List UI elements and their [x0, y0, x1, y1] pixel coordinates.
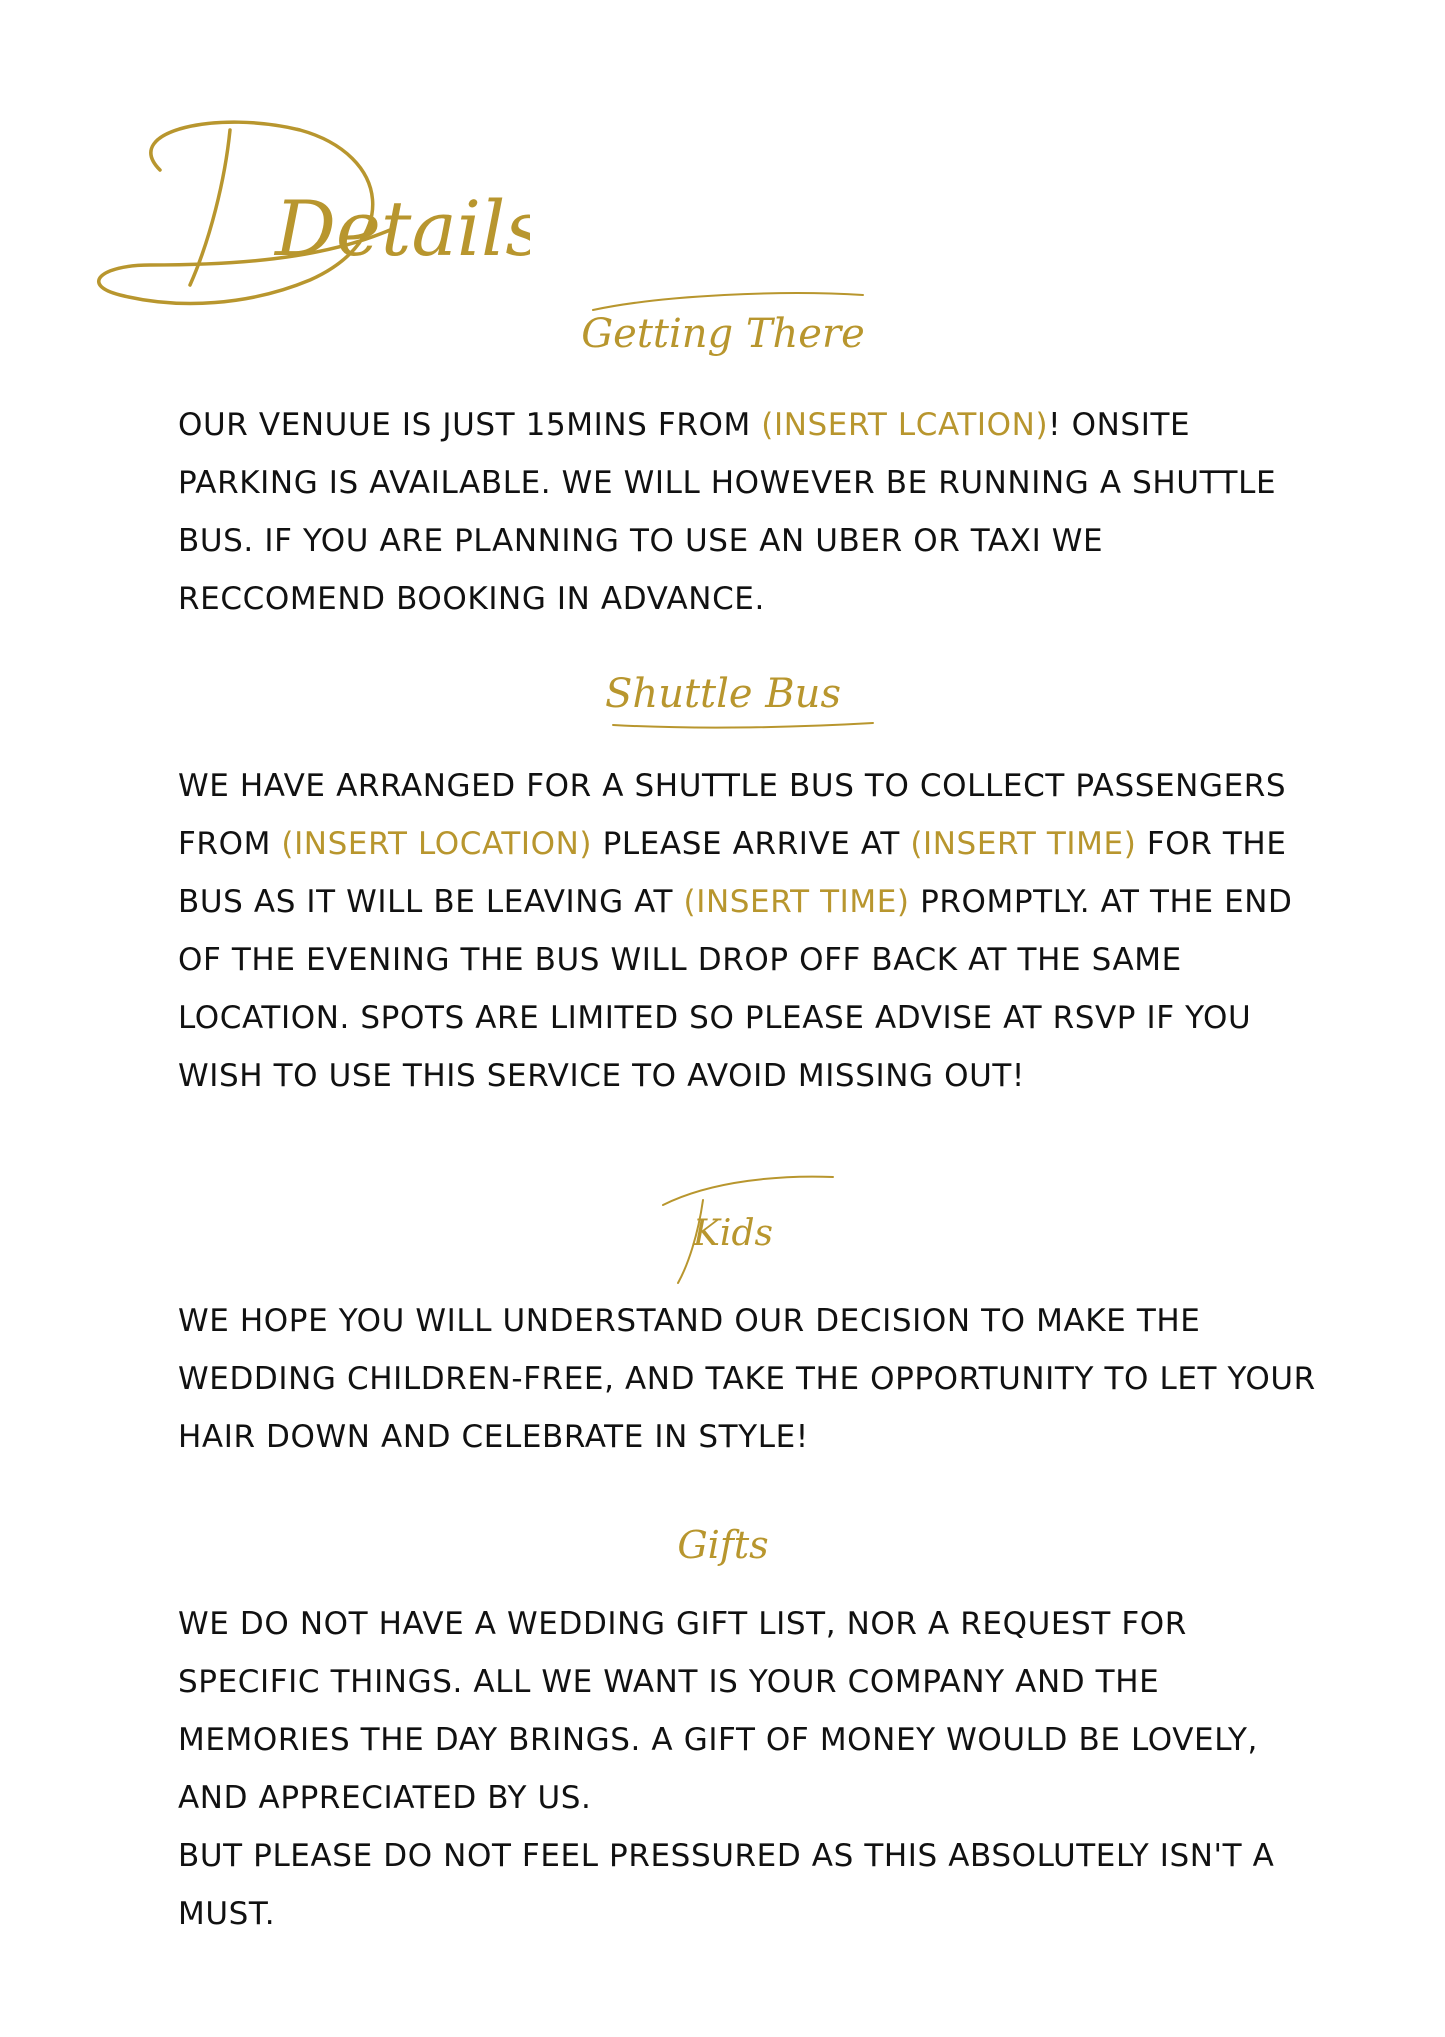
section-heading-gifts — [0, 1490, 1445, 1610]
paragraph-kids — [178, 1292, 1318, 1466]
section-heading-shuttle-bus — [0, 635, 1445, 755]
text: WE HAVE ARRANGED FOR A SHUTTLE BUS TO COLLECT PASSENGERS FROM — [178, 768, 1287, 862]
placeholder-time: (INSERT TIME) — [910, 826, 1137, 862]
text: OUR VENUUE IS JUST 15MINS FROM — [178, 407, 762, 443]
title-text: Details — [275, 184, 530, 273]
section-heading-kids — [0, 1165, 1445, 1285]
heading-flourish — [563, 275, 883, 385]
heading-text: Getting There — [580, 311, 865, 357]
placeholder-location: (INSERT LOCATION) — [281, 826, 593, 862]
heading-text: Kids — [692, 1213, 773, 1254]
placeholder-location: (INSERT LCATION) — [761, 407, 1049, 443]
text: PLEASE ARRIVE AT — [592, 826, 911, 862]
paragraph-getting-there — [178, 396, 1318, 628]
paragraph-shuttle-bus — [178, 757, 1318, 1105]
heading-flourish — [593, 1165, 853, 1295]
text: WE DO NOT HAVE A WEDDING GIFT LIST, NOR A REQUEST FOR SPECIFIC THINGS. ALL WE WANT IS YOUR COMPANY AND THE MEMORIES THE DAY BRINGS. A GIFT OF MONEY WOULD BE LOVELY, AND APPRECIATED BY US. — [178, 1606, 1258, 1816]
section-heading-getting-there — [0, 275, 1445, 395]
text: FOR THE BUS AS IT WILL BE LEAVING AT — [178, 826, 1287, 920]
heading-flourish — [553, 635, 893, 745]
heading-text: Shuttle Bus — [604, 671, 841, 717]
text: BUT PLEASE DO NOT FEEL PRESSURED AS THIS ABSOLUTELY ISN'T A MUST. — [178, 1838, 1275, 1932]
heading-flourish — [603, 1490, 843, 1600]
text: PROMPTLY. AT THE END OF THE EVENING THE BUS WILL DROP OFF BACK AT THE SAME LOCATION. SPOTS ARE LIMITED SO PLEASE ADVISE AT RSVP IF YOU WISH TO USE THIS SERVICE TO AVOID MISSING OUT! — [178, 884, 1293, 1094]
text: WE HOPE YOU WILL UNDERSTAND OUR DECISION TO MAKE THE WEDDING CHILDREN-FREE, AND TAKE THE OPPORTUNITY TO LET YOUR HAIR DOWN AND CELEBRATE IN STYLE! — [178, 1303, 1316, 1455]
paragraph-gifts — [178, 1595, 1318, 1943]
placeholder-time: (INSERT TIME) — [683, 884, 910, 920]
text: ! ONSITE PARKING IS AVAILABLE. WE WILL HOWEVER BE RUNNING A SHUTTLE BUS. IF YOU ARE PLANNING TO USE AN UBER OR TAXI WE RECCOMEND BOOKING IN ADVANCE. — [178, 407, 1277, 617]
heading-text: Gifts — [676, 1523, 769, 1567]
